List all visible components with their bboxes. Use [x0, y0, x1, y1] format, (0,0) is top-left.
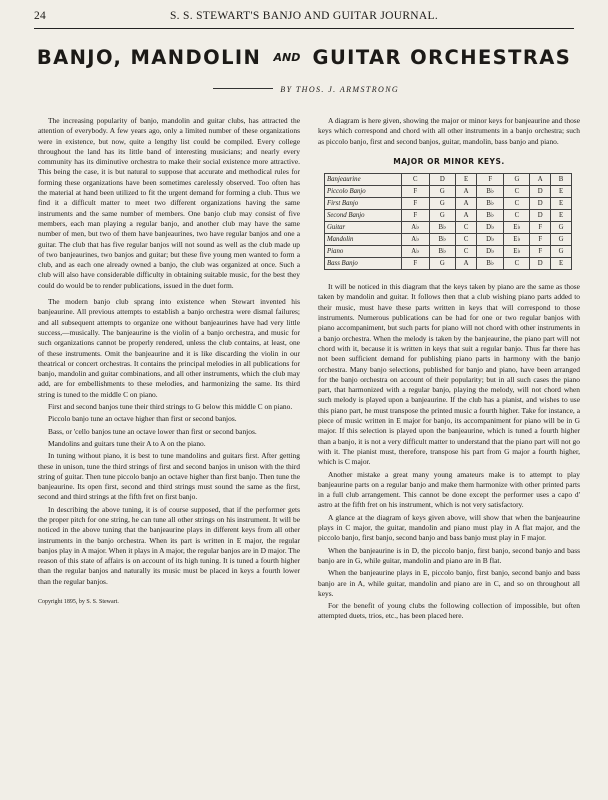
- key-cell: D: [429, 174, 456, 186]
- key-cell: C: [504, 198, 530, 210]
- key-cell: A: [456, 210, 477, 222]
- key-cell: F: [402, 210, 430, 222]
- key-cell: F: [402, 198, 430, 210]
- key-cell: C: [456, 246, 477, 258]
- key-cell: G: [429, 198, 456, 210]
- key-cell: F: [530, 234, 551, 246]
- paragraph: Another mistake a great many young amateurs make is to attempt to play banjeaurine parts on a regular banjo and make them harmonize with other printed parts in a full club arrangement. This cannot be done except the performer uses a capo d' astro at the fifth fret on his instrument, which is not very satisfactory.: [318, 469, 580, 510]
- key-cell: B♭: [476, 198, 504, 210]
- key-cell: E: [551, 210, 572, 222]
- key-cell: B♭: [429, 246, 456, 258]
- key-cell: G: [551, 222, 572, 234]
- key-cell: D: [530, 186, 551, 198]
- key-cell: E♭: [504, 246, 530, 258]
- running-head: [34, 10, 574, 28]
- journal-name: S. S. STEWART'S BANJO AND GUITAR JOURNAL.: [169, 10, 439, 22]
- instrument-cell: Banjeaurine: [325, 174, 402, 186]
- key-cell: A♭: [402, 246, 430, 258]
- table-row: [325, 258, 572, 270]
- key-cell: G: [429, 186, 456, 198]
- key-cell: G: [551, 246, 572, 258]
- instrument-cell: Second Banjo: [325, 210, 402, 222]
- key-cell: B♭: [476, 258, 504, 270]
- byline-dash: [213, 88, 273, 89]
- key-cell: F: [476, 174, 504, 186]
- paragraph: A diagram is here given, showing the major or minor keys for banjeaurine and those keys which correspond and chord with all other instruments in a banjo orchestra; such as piccolo banjo, first and second banjos, guitar, mandolin, bass banjo and piano.: [318, 116, 580, 146]
- key-cell: G: [504, 174, 530, 186]
- instrument-cell: First Banjo: [325, 198, 402, 210]
- key-cell: C: [456, 234, 477, 246]
- paragraph: Piccolo banjo tune an octave higher than first or second banjos.: [48, 414, 237, 424]
- paragraph: When the banjeaurine plays in E, piccolo banjo, first banjo, second banjo and bass banjo are in A, while guitar, mandolin and piano are in C, and so on throughout all keys.: [318, 568, 580, 598]
- key-cell: C: [504, 210, 530, 222]
- key-cell: A♭: [402, 222, 430, 234]
- key-cell: E♭: [504, 234, 530, 246]
- instrument-cell: Piano: [325, 246, 402, 258]
- header-rule: [34, 28, 574, 29]
- key-cell: E: [551, 258, 572, 270]
- left-column: [38, 116, 300, 776]
- paragraph: The modern banjo club sprang into existence when Stewart invented his banjeaurine. All previous attempts to establish a banjo orchestra were dismal failures; and all subsequent attempts to organize one without banjeaurines have had very little success,—musically. The banjeaurine is the violin of a banjo orchestra, and music for such organizations cannot be properly rendered, unless the club contains, at least, one of these instruments. Omit the banjeaurine and it is like discarding the violin in our theatrical or concert orchestras. It contains the principal melodies in all publications for banjo, mandolin and guitar combinations, and all other instruments, which the club may add, are for embellishments to these melodies, and harmonizing the same. Its third string is tuned to the middle C on piano.: [38, 297, 300, 399]
- key-cell: B♭: [476, 186, 504, 198]
- article-title: [34, 46, 574, 69]
- instrument-cell: Bass Banjo: [325, 258, 402, 270]
- key-cell: F: [402, 186, 430, 198]
- paragraph: When the banjeaurine is in D, the piccolo banjo, first banjo, second banjo and bass banjo are in G, while guitar, mandolin and piano are in B flat.: [318, 545, 580, 565]
- table-row: [325, 222, 572, 234]
- key-cell: G: [429, 210, 456, 222]
- key-cell: G: [429, 258, 456, 270]
- key-cell: F: [530, 222, 551, 234]
- key-cell: D: [530, 258, 551, 270]
- key-cell: A: [530, 174, 551, 186]
- key-cell: A: [456, 198, 477, 210]
- keys-table: [324, 173, 572, 270]
- paragraph: Mandolins and guitars tune their A to A on the piano.: [48, 438, 206, 448]
- paragraph: Bass, or 'cello banjos tune an octave lower than first or second banjos.: [48, 426, 257, 436]
- key-cell: A: [456, 258, 477, 270]
- keys-table-title: MAJOR OR MINOR KEYS.: [393, 156, 505, 166]
- key-cell: A♭: [402, 234, 430, 246]
- key-cell: D♭: [476, 222, 504, 234]
- key-cell: C: [456, 222, 477, 234]
- title-part-1: BANJO, MANDOLIN: [36, 46, 262, 69]
- instrument-cell: Guitar: [325, 222, 402, 234]
- key-cell: D♭: [476, 234, 504, 246]
- key-cell: C: [504, 258, 530, 270]
- key-cell: F: [530, 246, 551, 258]
- key-cell: C: [402, 174, 430, 186]
- title-part-2: GUITAR ORCHESTRAS: [312, 46, 572, 69]
- key-cell: B♭: [476, 210, 504, 222]
- title-and: AND: [273, 51, 301, 64]
- paragraph: It will be noticed in this diagram that the keys taken by piano are the same as those taken by mandolin and guitar. It follows then that a club wishing piano parts added to their music, must have these parts written in keys that will correspond to those instruments. Numerous publications can be had for one or two regular banjos with piano accompaniment, but such parts for piano will not chord with other instruments in a banjo orchestra. When the melody is taken by the banjeaurine, the piano part will not chord with it, because it is written in keys that suit a regular banjo. Thus far there has not been sufficient demand for publishing piano parts in harmony with the banjo orchestra. Many banjo selections, published for banjo and piano, have been arranged for the banjo orchestra on account of their popularity; but in all such cases the piano part, that harmonized with a regular banjo, playing the melody, will not chord when such melody is played upon a banjeaurine. If the club has a pianist, and wishes to use this piano part, he must transpose the printed music a fourth higher. Take for instance, a piece of music written in E major for banjo, its accompaniment for piano will be in G major. If this selection is played upon the banjeaurine, which is tuned a fourth higher than a banjo, it is not a very difficult matter to understand that the piano part will not go with it. The pianist must, therefore, transpose his part from G major a fourth higher, which is C major.: [318, 282, 580, 467]
- paragraph: For the benefit of young clubs the following collection of impossible, but often attempted duets, trios, etc., has been placed here.: [318, 601, 580, 621]
- table-row: [325, 234, 572, 246]
- key-cell: B♭: [429, 234, 456, 246]
- table-row: [325, 174, 572, 186]
- key-cell: E♭: [504, 222, 530, 234]
- paragraph: First and second banjos tune their third strings to G below this middle C on piano.: [48, 402, 293, 412]
- paragraph: A glance at the diagram of keys given above, will show that when the banjeaurine plays in C major, the guitar, mandolin and piano must play in A flat major, and the piccolo banjo, first banjo, second banjo and bass banjo must play in F major.: [318, 512, 580, 543]
- byline: [34, 85, 574, 94]
- table-row: [325, 198, 572, 210]
- key-cell: B: [551, 174, 572, 186]
- key-cell: D: [530, 210, 551, 222]
- key-cell: D: [530, 198, 551, 210]
- key-cell: G: [551, 234, 572, 246]
- paragraph: In tuning without piano, it is best to tune mandolins and guitars first. After getting these in unison, tune the third strings of first and second banjos in unison with the third string of guitar. Then tune piccolo banjo an octave higher than first banjo. Then tune the banjeaurine. Its open first, second and third strings must sound the same as the first, second and third strings at the fifth fret on first banjo.: [38, 451, 300, 502]
- instrument-cell: Piccolo Banjo: [325, 186, 402, 198]
- copyright-notice: Copyright 1895, by S. S. Stewart.: [38, 599, 119, 606]
- table-row: [325, 246, 572, 258]
- key-cell: D♭: [476, 246, 504, 258]
- key-cell: E: [551, 186, 572, 198]
- table-row: [325, 186, 572, 198]
- key-cell: F: [402, 258, 430, 270]
- key-cell: B♭: [429, 222, 456, 234]
- table-row: [325, 210, 572, 222]
- key-cell: A: [456, 186, 477, 198]
- paragraph: The increasing popularity of banjo, mandolin and guitar clubs, has attracted the attention of everybody. A few years ago, only a limited number of these organizations were in existence, but now, quite a lengthy list could be compiled. Every college throughout the land has its little band of interesting musicians; and nearly every community has its diminutive orchestra to make their social existence more attractive. This being the case, it is but natural to suppose that accurate and methodical rules for forming these organizations have been sometimes carelessly observed. Too often has the material at hand been utilized to fit the urgent demand for forming a club. Thus we find it a difficult matter to meet two different organizations having the same instruments and the same number of members. One banjo club may consist of five members, each man playing a regular banjo, and another club may have the same number of men, but two of them have banjeaurines, two have regular banjos and one a guitar. The club that has five regular banjos will not sound as well as the club made up of two banjeaurines, two banjos and guitar; but these five young men wanted to form a club, and as each one already owned a banjo, the club was organized at once. Such a club will also have considerable difficulty in obtaining suitable music, for the best they could do would be to render publications, issued in the duet form.: [38, 116, 300, 290]
- key-cell: E: [456, 174, 477, 186]
- page-number: 24: [34, 10, 47, 22]
- key-cell: E: [551, 198, 572, 210]
- byline-text: BY THOS. J. ARMSTRONG: [280, 85, 400, 94]
- right-column: [318, 116, 580, 776]
- key-cell: C: [504, 186, 530, 198]
- paragraph: In describing the above tuning, it is of course supposed, that if the performer gets the proper pitch for one string, he can tune all other strings on his instrument. It will be noticed in the above tuning that the banjeaurine plays in different keys from all other instruments in the banjo orchestra. When its part is written in E major, the regular banjos play in A major. When it plays in A major, the regular banjos are in D major. The reason of this state of affairs is on account of its high tuning. It is tuned a fourth higher than the regular banjos and naturally its music must be placed in keys a fourth lower than the regular banjos.: [38, 504, 300, 586]
- instrument-cell: Mandolin: [325, 234, 402, 246]
